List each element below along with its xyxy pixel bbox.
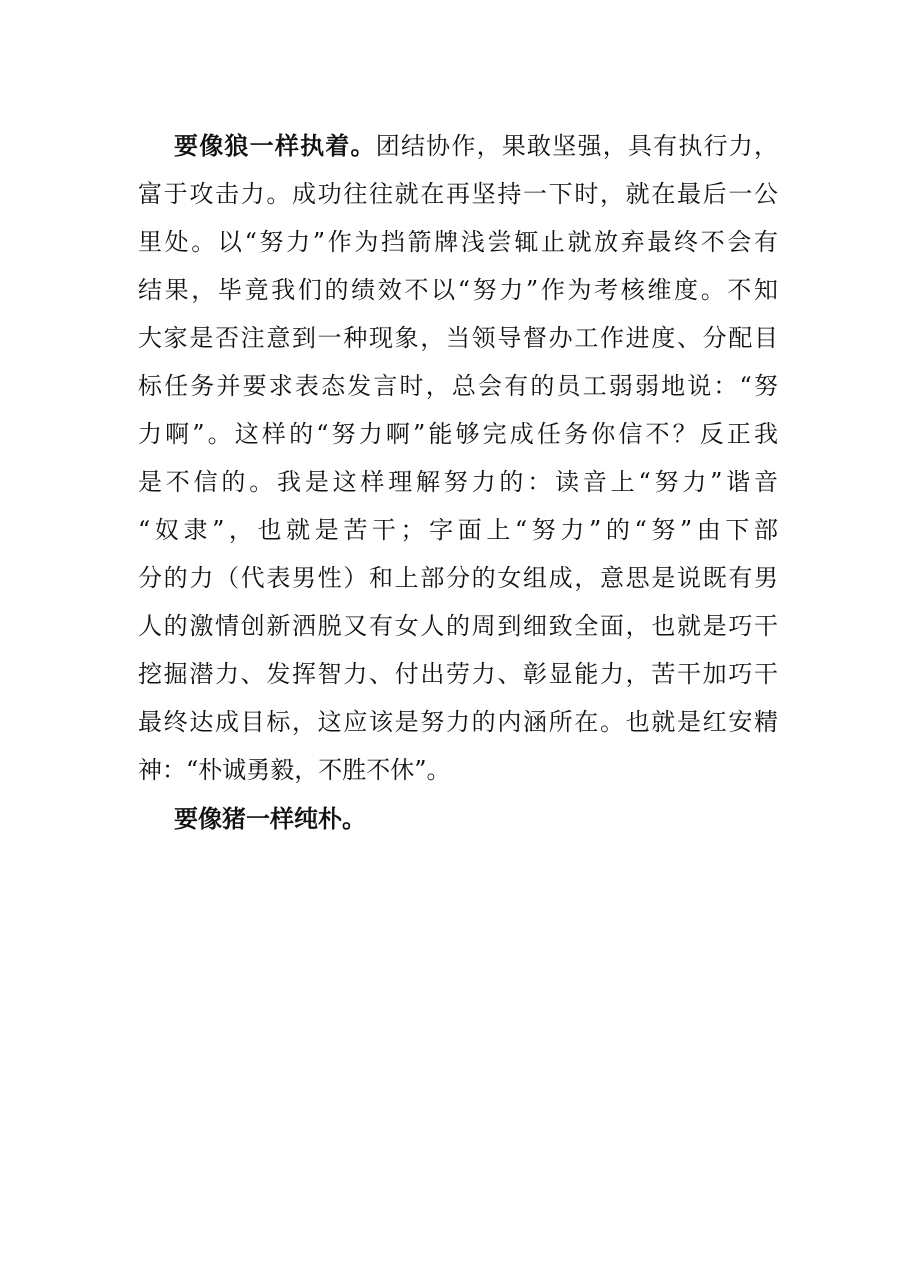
section-heading-wolf: 要像狼一样执着。: [174, 131, 376, 160]
paragraph-line: 富于攻击力。成功往往就在再坚持一下时，就在最后一公: [138, 180, 778, 208]
paragraph-last-line: 神：“朴诚勇毅，不胜不休”。: [138, 756, 451, 784]
paragraph-line: 力啊”。这样的“努力啊”能够完成任务你信不？反正我: [138, 420, 778, 448]
paragraph-line: 分的力（代表男性）和上部分的女组成，意思是说既有男: [138, 564, 778, 592]
paragraph-line: 最终达成目标，这应该是努力的内涵所在。也就是红安精: [138, 708, 778, 736]
paragraph-line: 人的激情创新洒脱又有女人的周到细致全面，也就是巧干: [138, 612, 778, 640]
paragraph-line: 是不信的。我是这样理解努力的：读音上“努力”谐音: [138, 468, 778, 496]
section-heading-pig: 要像猪一样纯朴。: [174, 804, 366, 833]
paragraph-line: 标任务并要求表态发言时，总会有的员工弱弱地说：“努: [138, 372, 778, 400]
paragraph-line: 里处。以“努力”作为挡箭牌浅尝辄止就放弃最终不会有: [138, 228, 778, 256]
paragraph-text: 团结协作，果敢坚强，具有执行力，: [375, 132, 779, 160]
paragraph-first-line: [138, 122, 778, 170]
paragraph-line: 挖掘潜力、发挥智力、付出劳力、彰显能力，苦干加巧干: [138, 660, 778, 688]
paragraph-line: 大家是否注意到一种现象，当领导督办工作进度、分配目: [138, 324, 778, 352]
paragraph-line: 结果，毕竟我们的绩效不以“努力”作为考核维度。不知: [138, 276, 778, 304]
paragraph-line: “奴隶”，也就是苦干；字面上“努力”的“努”由下部: [138, 516, 778, 544]
document-body: [138, 122, 778, 843]
